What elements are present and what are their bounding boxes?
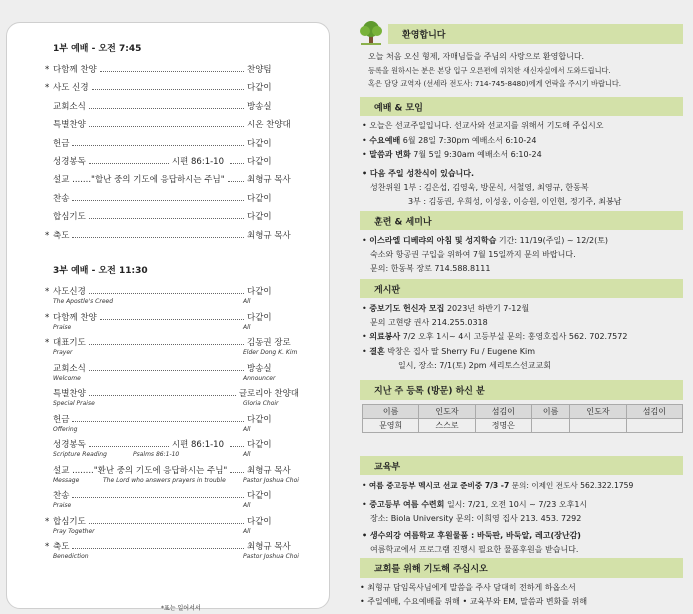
reg-cell: 정명은 (475, 419, 531, 433)
reg-col-guide-2: 인도자 (570, 405, 626, 419)
item-name-en: Message (53, 476, 80, 484)
dot-leader (228, 181, 244, 182)
item-leader: 다같이 (247, 193, 272, 204)
dot-leader (89, 344, 244, 345)
item-name-en: Prayer (53, 349, 73, 356)
worship-line5: 성찬위원 1부 : 김은섭, 김영욱, 방문식, 서철영, 최영규, 한동복 (370, 183, 589, 192)
item-leader: 방송실 (247, 101, 272, 112)
stand-marker: * (45, 65, 50, 75)
prayer-line1: • 최형규 담임목사님에게 말씀을 주사 담대히 전하게 하옵소서 (360, 583, 576, 592)
service1-title: 1부 예배 - 오전 7:45 (53, 44, 142, 54)
dot-leader (72, 200, 244, 201)
item-name-en: Scripture Reading (53, 451, 107, 458)
training-line1: • 이스라엘 디베랴의 아침 및 성지학습 기간: 11/19(주일) ~ 12/2(토) (362, 236, 609, 245)
item-name: 합심기도 (53, 212, 86, 223)
stand-marker: * (45, 542, 50, 552)
dot-leader (230, 163, 244, 164)
item-leader-en: All (243, 298, 251, 305)
item-name: 특별찬양 (53, 120, 86, 131)
reg-cell (626, 419, 682, 433)
notice-header: 게시판 (360, 279, 683, 298)
item-name: 헌금 (53, 138, 70, 149)
item-leader: 최형규 목사 (247, 230, 291, 241)
announcements-panel (352, 18, 685, 610)
item-name-en: Pray Together (53, 527, 95, 535)
list-item (45, 285, 299, 297)
welcome-header: 환영합니다 (388, 24, 683, 44)
dot-leader (89, 163, 169, 164)
item-name-en: Offering (53, 425, 78, 433)
item-leader: 다같이 (247, 491, 272, 501)
list-item (53, 387, 299, 399)
dot-leader (230, 446, 244, 447)
notice-line2: 문의 고현량 권사 214.255.0318 (370, 318, 488, 327)
item-scripture: 시편 86:1-10 (171, 157, 224, 167)
welcome-line1: 오늘 처음 오신 형제, 자매님들을 주님의 사랑으로 환영합니다. (368, 52, 585, 61)
training-header: 훈련 & 세미나 (360, 211, 683, 230)
item-name: 찬송 (53, 193, 70, 204)
item-leader: 다같이 (247, 157, 272, 167)
item-name-en: Praise (53, 502, 72, 509)
item-leader: 찬양팀 (247, 65, 272, 75)
reg-cell: 스스로 (419, 419, 475, 433)
item-name-en: Special Praise (53, 400, 95, 407)
notice-line3: • 의료봉사 7/2 오후 1시~ 4시 고등부실 문의: 홍영호집사 562. 702.7572 (362, 332, 628, 341)
list-item (53, 137, 299, 149)
prayer-header: 교회를 위해 기도해 주십시오 (360, 558, 683, 578)
dot-leader (72, 421, 244, 422)
item-leader-en: Elder Dong K. Kim (243, 349, 298, 356)
dot-leader (89, 126, 244, 127)
stand-marker: * (45, 230, 50, 241)
list-item (53, 100, 299, 112)
footnote: *표는 일어서서 (161, 605, 201, 612)
reg-col-server-2: 섬김이 (626, 405, 682, 419)
stand-marker: * (45, 83, 50, 94)
stand-marker: * (45, 516, 50, 527)
list-item (53, 489, 299, 501)
item-name: 교회소식 (53, 101, 86, 112)
service2-title: 3부 예배 - 오전 11:30 (53, 266, 148, 276)
worship-line4: • 다음 주일 성찬식이 있습니다. (362, 169, 475, 178)
item-scripture: 시편 86:1-10 (171, 440, 224, 450)
dot-leader (89, 395, 236, 396)
list-item (53, 173, 299, 185)
item-name-en: Welcome (53, 374, 81, 382)
worship-line1: • 오늘은 선교주일입니다. 선교사와 선교지를 위해서 기도해 주십시오 (362, 121, 604, 130)
item-name: 합심기도 (53, 516, 86, 527)
dot-leader (72, 548, 244, 549)
list-item (53, 464, 299, 476)
item-name: 헌금 (53, 414, 70, 425)
item-mid-en: Psalms 86:1-10 (133, 451, 180, 458)
item-leader: 시온 찬양대 (247, 120, 291, 131)
item-leader-en: Announcer (243, 374, 276, 382)
item-name: 찬송 (53, 491, 70, 501)
item-leader-en: All (243, 425, 251, 433)
stand-marker: * (45, 312, 50, 323)
item-name: 다함께 찬양 (53, 312, 97, 323)
dot-leader (89, 293, 244, 294)
list-item (45, 229, 299, 241)
education-line5: 여름학교에서 프로그램 진행시 필요한 물품후원을 받습니다. (370, 545, 579, 554)
training-line3: 문의: 한동복 장로 714.588.8111 (370, 264, 491, 273)
registration-header: 지난 주 등록 (방문) 하신 분 (360, 380, 683, 400)
education-header: 교육부 (360, 456, 683, 475)
item-leader-en: All (243, 323, 251, 331)
list-item (53, 413, 299, 425)
list-item (45, 515, 299, 527)
item-leader-en: Pastor Joshua Choi (243, 476, 299, 484)
item-leader: 김동권 장로 (247, 338, 291, 348)
item-name: 축도 (53, 542, 70, 552)
item-leader: 최형규 목사 (247, 465, 291, 476)
education-line3: 장소: Biola University 문의: 이희영 집사 213. 453. 7292 (370, 514, 582, 523)
item-name-en: The Apostle's Creed (53, 298, 114, 305)
item-name: 특별찬양 (53, 389, 86, 399)
item-name: 교회소식 (53, 363, 86, 374)
item-leader: 다같이 (247, 440, 272, 450)
item-leader: 방송실 (247, 363, 272, 374)
item-leader-en: Pastor Joshua Choi (243, 553, 299, 560)
item-name: 사도신경 (53, 287, 86, 297)
list-item (53, 155, 299, 167)
dot-leader (89, 218, 244, 219)
item-leader: 다같이 (247, 516, 272, 527)
item-leader: 다같이 (247, 414, 272, 425)
item-leader: 다같이 (247, 212, 272, 223)
list-item (53, 438, 299, 450)
list-item (45, 336, 299, 348)
dot-leader (89, 370, 244, 371)
notice-line4: • 결혼 박창은 집사 딸 Sherry Fu / Eugene Kim (362, 347, 536, 356)
list-item (45, 311, 299, 323)
item-leader-en: All (243, 527, 251, 535)
item-leader-en: All (243, 451, 251, 458)
item-name-en: Benediction (53, 553, 89, 560)
reg-col-name-1: 이름 (363, 405, 419, 419)
item-name: 사도 신경 (53, 83, 89, 94)
item-leader: 다같이 (247, 287, 272, 297)
list-item (53, 192, 299, 204)
item-name: 대표기도 (53, 338, 86, 348)
item-leader: 최형규 목사 (247, 175, 291, 186)
list-item (53, 362, 299, 374)
worship-header: 예배 & 모임 (360, 97, 683, 116)
dot-leader (89, 108, 244, 109)
dot-leader (72, 145, 244, 146)
registration-header-row (363, 405, 683, 419)
table-row (363, 419, 683, 433)
item-leader-en: All (243, 502, 251, 509)
tree-icon (358, 20, 384, 46)
list-item (45, 540, 299, 552)
item-name: 설교 ......."할난 중의 기도에 응답하시는 주님" (53, 175, 225, 186)
dot-leader (100, 71, 244, 72)
dot-leader (72, 237, 244, 238)
dot-leader (92, 89, 244, 90)
item-leader: 다같이 (247, 312, 272, 323)
dot-leader (89, 446, 169, 447)
item-name: 다함께 찬양 (53, 65, 97, 75)
item-leader-en: Gloria Choir (243, 400, 279, 407)
list-item (53, 210, 299, 222)
item-mid-en: The Lord who answers prayers in trouble (103, 476, 226, 484)
list-item (53, 118, 299, 130)
list-item (45, 63, 299, 75)
dot-leader (89, 523, 244, 524)
item-leader: 다같이 (247, 138, 272, 149)
reg-col-guide-1: 인도자 (419, 405, 475, 419)
dot-leader (72, 497, 244, 498)
list-item (45, 81, 299, 94)
reg-cell (531, 419, 569, 433)
education-line2: • 중고등부 여름 수련회 일시: 7/21, 오전 10시 ~ 7/23 오후1시 (362, 500, 588, 509)
item-leader: 다같이 (247, 83, 272, 94)
education-line1: • 여름 중고등부 멕시코 선교 준비중 7/3 -7 문의: 이제인 전도사 562.322.1759 (362, 481, 634, 490)
reg-cell: 문영희 (363, 419, 419, 433)
item-leader: 글로리아 찬양대 (238, 389, 299, 399)
training-line2: 숙소와 항공권 구입을 위하여 7월 15일까지 문의 바랍니다. (370, 250, 576, 259)
item-name: 성경봉독 (53, 157, 86, 167)
order-of-worship-panel (6, 22, 330, 612)
item-name: 축도 (53, 230, 70, 241)
item-name-en: Praise (53, 323, 72, 331)
prayer-line2: • 주일예배, 수요예배를 위해 • 교육부와 EM, 말씀과 변화를 위해 (360, 597, 588, 606)
welcome-line3: 혹은 담당 교역자 (선세라 전도사: 714-745-8480)에게 연락을 주시기 바랍니다. (368, 79, 622, 88)
item-name: 설교 ........"환난 중의 기도에 응답하시는 주님" (53, 465, 228, 476)
stand-marker: * (45, 338, 50, 348)
reg-col-name-2: 이름 (531, 405, 569, 419)
welcome-line2: 등록을 원하시는 분은 본당 입구 오른편에 위치한 새신자실에서 도와드립니다. (368, 66, 611, 75)
notice-line1: • 중보기도 헌신자 모집 2023년 하반기 7-12월 (362, 304, 530, 313)
registration-table (362, 404, 683, 433)
education-line4: • 생수의강 여름학교 후원물품 : 바둑판, 바둑알, 레고(장난감) (362, 531, 581, 540)
stand-marker: * (45, 287, 50, 297)
reg-cell (570, 419, 626, 433)
reg-col-server-1: 섬김이 (475, 405, 531, 419)
notice-line5: 일시, 장소: 7/1(토) 2pm 세리토스선교교회 (398, 361, 551, 370)
worship-line6: 3부 : 김동권, 우희성, 이성웅, 이승원, 이인현, 정기주, 최봉남 (408, 197, 622, 206)
worship-line2: • 수요예배 6월 28일 7:30pm 예배소서 6:10-24 (362, 136, 537, 145)
item-leader: 최형규 목사 (247, 542, 291, 552)
worship-line3: • 말씀과 변화 7월 5일 9:30am 예배소서 6:10-24 (362, 150, 542, 159)
dot-leader (100, 319, 244, 320)
item-name: 성경봉독 (53, 440, 86, 450)
dot-leader (230, 472, 244, 473)
